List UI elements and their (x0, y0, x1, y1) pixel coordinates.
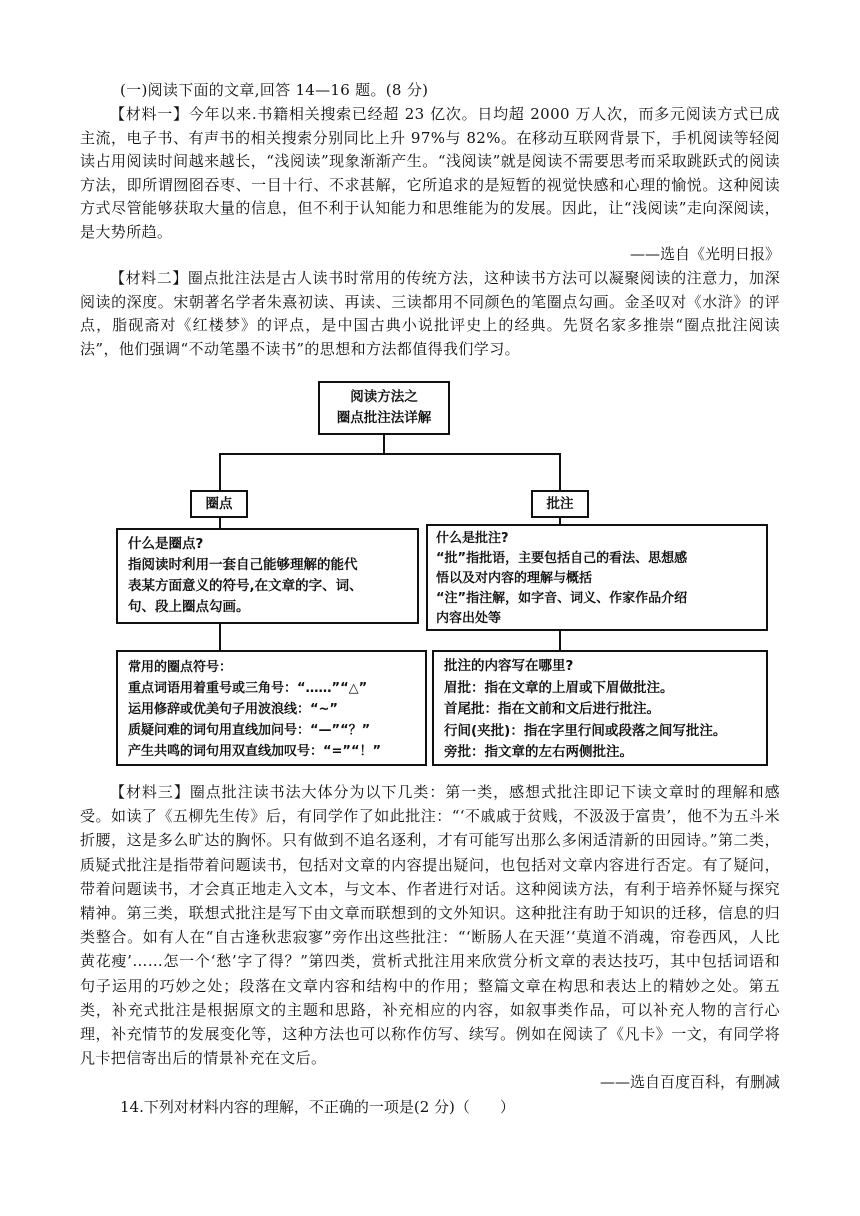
definition-box-pizhu (426, 524, 768, 631)
connector-right (559, 453, 561, 491)
right-def-line2: “批”指批语，主要包括自己的看法、思想感 (436, 551, 688, 566)
section-heading: (一)阅读下面的文章,回答 14—16 题。(8 分) (120, 81, 429, 99)
symbols-line5: 产生共鸣的词句用双直线加叹号：“=”“！” (128, 744, 382, 759)
left-def-line2: 指阅读时利用一套自己能够理解的能代 (128, 557, 358, 573)
right-def-line1: 什么是批注? (436, 531, 509, 546)
label-box-quandian: 圈点 (190, 490, 248, 518)
positions-line4: 行间(夹批)：指在字里行间或段落之间写批注。 (444, 722, 727, 739)
left-def-line3: 表某方面意义的符号,在文章的字、词、 (128, 578, 363, 594)
positions-line1: 批注的内容写在哪里? (444, 658, 574, 674)
symbols-box (116, 650, 427, 766)
symbols-line1: 常用的圈点符号： (128, 660, 233, 675)
positions-line2: 眉批：指在文章的上眉或下眉做批注。 (444, 679, 674, 696)
material-one-source: ——选自《光明日报》 (629, 245, 780, 263)
symbols-line2: 重点词语用着重号或三角号：“……”“△” (128, 681, 368, 696)
diagram-root-line1: 阅读方法之 (350, 389, 418, 405)
connector-left (219, 453, 221, 491)
definition-box-quandian (116, 528, 419, 624)
right-def-line5: 内容出处等 (436, 611, 502, 626)
connector-horizontal (219, 453, 561, 455)
diagram-root-box (318, 381, 450, 435)
material-two-paragraph: 【材料二】圈点批注法是古人读书时常用的传统方法，这种读书方法可以凝聚阅读的注意力，加深阅读的深度。宋朝著名学者朱熹初读、再读、三读都用不同颜色的笔圈点勾画。金圣叹对《水浒》的评点，脂砚斋对《红楼梦》的评点，是中国古典小说批评史上的经典。先贤名家多推崇“圈点批注阅读法”，他们强调“不动笔墨不读书”的思想和方法都值得我们学习。 (80, 269, 780, 358)
connector-left-3 (219, 624, 221, 651)
left-def-line1: 什么是圈点? (128, 536, 204, 552)
material-three-source: ——选自百度百科，有删减 (599, 1073, 780, 1091)
positions-line3: 首尾批：指在文前和文后进行批注。 (444, 701, 660, 717)
positions-box (432, 650, 768, 766)
right-def-line4: “注”指注解，如字音、词义、作家作品介绍 (436, 591, 688, 606)
symbols-line4: 质疑问难的词句用直线加问号：“—”“？” (128, 723, 371, 738)
question-14: 14.下列对材料内容的理解，不正确的一项是(2 分)（ ） (120, 1098, 515, 1116)
connector-root (383, 435, 385, 454)
symbols-line3: 运用修辞或优美句子用波浪线：“~” (128, 702, 338, 717)
material-three-paragraph: 【材料三】圈点批注读书法大体分为以下几类：第一类，感想式批注即记下读文章时的理解和感受。如读了《五柳先生传》后，有同学作了如此批注：“‘不戚戚于贫贱，不汲汲于富贵’，他不为五斗米折腰，这是多么旷达的胸怀。只有做到不追名逐利，才有可能写出那么多闲适清新的田园诗。”第二类，质疑式批注是指带着问题读书，包括对文章的内容提出疑问，也包括对文章内容进行否定。有了疑问，带着问题读书，才会真正地走入文本，与文本、作者进行对话。这种阅读方法，有利于培养怀疑与探究精神。第三类，联想式批注是写下由文章而联想到的文外知识。这种批注有助于知识的迁移，信息的归类整合。如有人在“自古逢秋悲寂寥”旁作出这些批注：“‘断肠人在天涯’‘莫道不消魂，帘卷西风，人比黄花瘦’……怎一个‘愁’字了得？”第四类，赏析式批注用来欣赏分析文章的表达技巧，其中包括词语和句子运用的巧妙之处；段落在文章内容和结构中的作用；整篇文章在构思和表达上的精妙之处。第五类，补充式批注是根据原文的主题和思路，补充相应的内容，如叙事类作品，可以补充人物的言行心理，补充情节的发展变化等，这种方法也可以称作仿写、续写。例如在阅读了《凡卡》一文，有同学将凡卡把信寄出后的情景补充在文后。 (80, 783, 780, 1068)
material-one-paragraph: 【材料一】今年以来.书籍相关搜索已经超 23 亿次。日均超 2000 万人次，而多元阅读方式已成主流，电子书、有声书的相关搜索分别同比上升 97%与 82%。在移动互联网背景下，手机阅读等轻阅读占用阅读时间越来越长，“浅阅读”现象渐渐产生。“浅阅读”就是阅读不需要思考而采取跳跃式的阅读方法，即所谓囫囵吞枣、一目十行、不求甚解，它所追求的是短暂的视觉快感和心理的愉悦。这种阅读方式尽管能够获取大量的信息，但不利于认知能力和思维能为的发展。因此，让“浅阅读”走向深阅读，是大势所趋。 (80, 105, 780, 241)
positions-line5: 旁批：指文章的左右两侧批注。 (444, 744, 633, 760)
label-box-pizhu: 批注 (531, 490, 589, 518)
left-def-line4: 句、段上圈点勾画。 (128, 599, 250, 615)
connector-right-3 (559, 631, 561, 651)
right-def-line3: 悟以及对内容的理解与概括 (436, 571, 593, 586)
diagram-root-line2: 圈点批注法详解 (336, 410, 432, 426)
